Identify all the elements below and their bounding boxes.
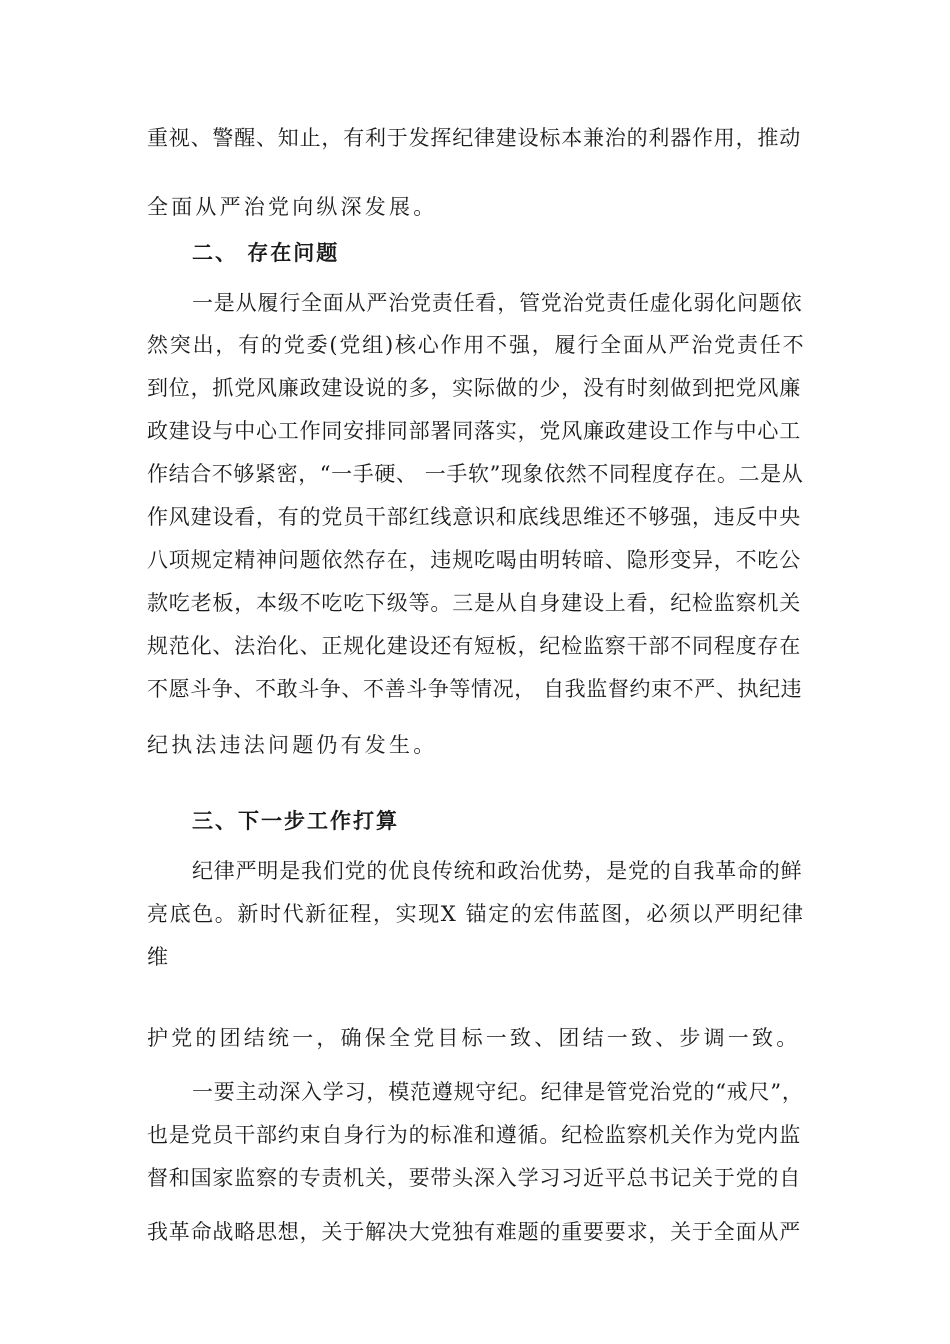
text-line: 款吃老板，本级不吃吃下级等。三是从自身建设上看，纪检监察机关 (147, 591, 801, 615)
text-line: 一要主动深入学习，模范遵规守纪。纪律是管党治党的“戒尺”， (192, 1080, 804, 1104)
text-line: 纪律严明是我们党的优良传统和政治优势，是党的自我革命的鲜 (192, 859, 803, 883)
text-line: 亮底色。新时代新征程，实现X 锚定的宏伟蓝图，必须以严明纪律 (147, 902, 805, 926)
text-line: 规范化、法治化、正规化建设还有短板，纪检监察干部不同程度存在 (147, 634, 801, 658)
text-line: 重视、警醒、知止，有利于发挥纪律建设标本兼治的利器作用，推动 (147, 126, 801, 150)
text-line: 我革命战略思想，关于解决大党独有难题的重要要求，关于全面从严 (147, 1220, 801, 1244)
text-line: 纪执法违法问题仍有发生。 (147, 733, 438, 757)
text-line: 不愿斗争、不敢斗争、不善斗争等情况， 自我监督约束不严、执纪违 (147, 677, 803, 701)
text-line: 督和国家监察的专责机关，要带头深入学习习近平总书记关于党的自 (147, 1166, 801, 1190)
text-line: 作结合不够紧密，“一手硬、 一手软”现象依然不同程度存在。二是从 (147, 462, 804, 486)
text-line: 护党的团结统一，确保全党目标一致、团结一致、步调一致。 (147, 1026, 801, 1050)
text-line: 政建设与中心工作同安排同部署同落实，党风廉政建设工作与中心工 (147, 419, 801, 443)
text-line: 作风建设看，有的党员干部红线意识和底线思维还不够强，违反中央 (147, 505, 801, 529)
text-line: 八项规定精神问题依然存在，违规吃喝由明转暗、隐形变异，不吃公 (147, 548, 801, 572)
text-line: 也是党员干部约束自身行为的标准和遵循。纪检监察机关作为党内监 (147, 1123, 801, 1147)
text-line: 全面从严治党向纵深发展。 (147, 195, 438, 219)
text-line: 到位，抓党风廉政建设说的多，实际做的少，没有时刻做到把党风廉 (147, 376, 801, 400)
section-heading: 二、 存在问题 (192, 240, 340, 265)
text-line: 维 (147, 945, 172, 969)
text-line: 然突出，有的党委(党组)核心作用不强，履行全面从严治党责任不 (147, 333, 806, 357)
section-heading: 三、下一步工作打算 (192, 808, 399, 833)
text-line: 一是从履行全面从严治党责任看，管党治党责任虚化弱化问题依 (192, 291, 803, 315)
